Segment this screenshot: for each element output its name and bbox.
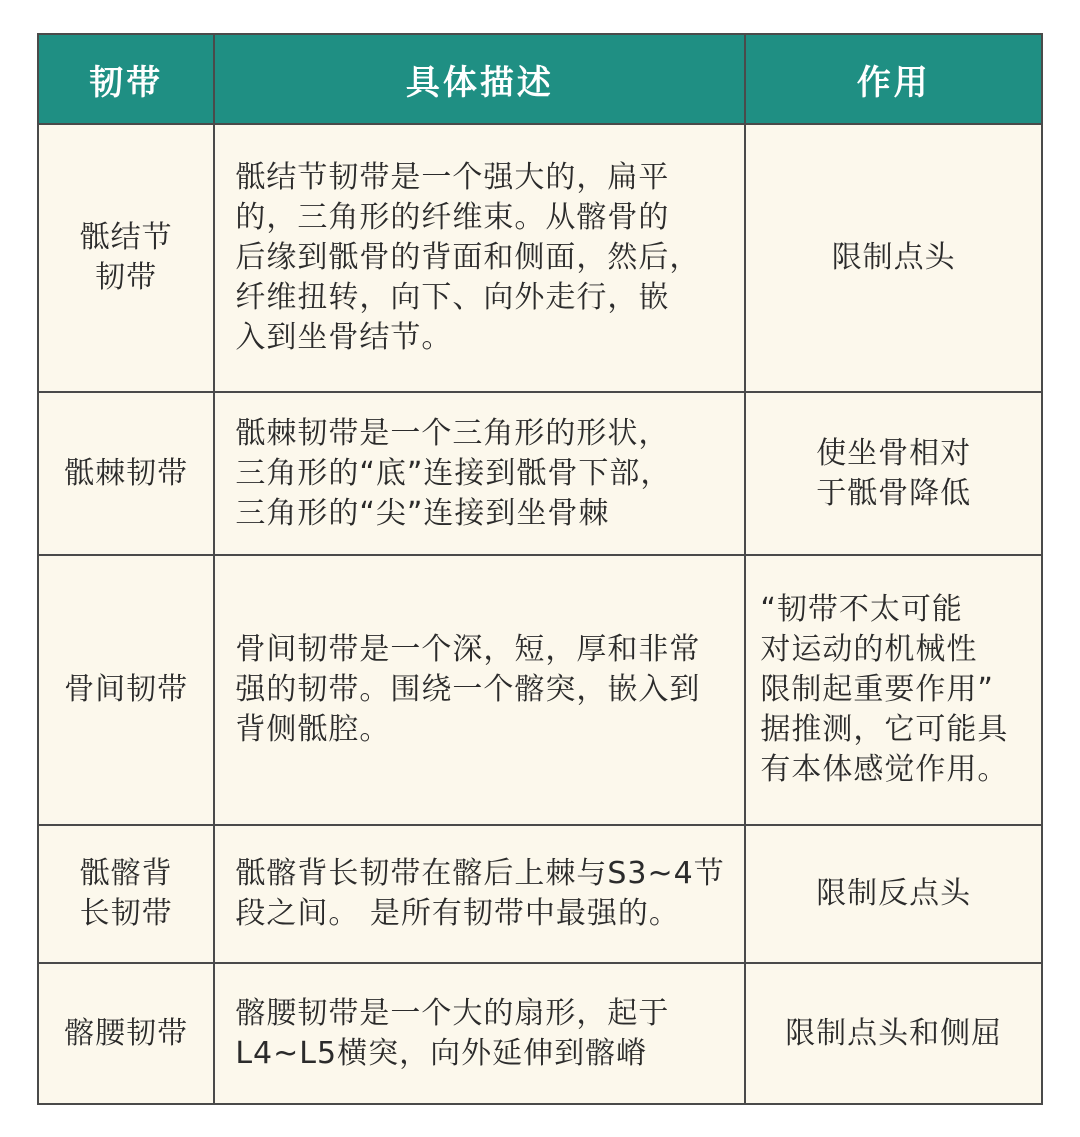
table-row <box>38 963 1042 1104</box>
function-text: 限制反点头 <box>816 876 972 911</box>
table-row <box>38 124 1042 392</box>
ligament-name-cell <box>38 392 214 555</box>
description-cell <box>214 124 745 392</box>
table-header <box>38 34 1042 124</box>
header-description: 具体描述 <box>214 34 745 124</box>
description-text: 骶结节韧带是一个强大的，扁平 的，三角形的纤维束。从髂骨的 后缘到骶骨的背面和侧面，然后， 纤维扭转，向下、向外走行，嵌 入到坐骨结节。 <box>235 160 701 355</box>
description-cell <box>214 392 745 555</box>
description-text: 髂腰韧带是一个大的扇形，起于 L4~L5横突，向外延伸到髂嵴 <box>235 995 670 1071</box>
description-cell <box>214 825 745 963</box>
ligament-name-cell <box>38 555 214 825</box>
description-cell <box>214 555 745 825</box>
ligament-table <box>37 33 1043 1105</box>
ligament-name: 骶结节 韧带 <box>79 220 173 295</box>
function-cell <box>745 825 1042 963</box>
function-text: “韧带不太可能 对运动的机械性 限制起重要作用” 据推测，它可能具 有本体感觉作用。 <box>760 592 1009 787</box>
function-text: 限制点头 <box>831 240 956 275</box>
description-text: 骶棘韧带是一个三角形的形状， 三角形的“底”连接到骶骨下部， 三角形的“尖”连接到坐骨棘 <box>235 415 672 531</box>
description-cell <box>214 963 745 1104</box>
table-row <box>38 392 1042 555</box>
table-body <box>38 124 1042 1104</box>
ligament-name: 骶棘韧带 <box>64 455 189 491</box>
header-function: 作用 <box>745 34 1042 124</box>
table-row <box>38 555 1042 825</box>
ligament-name-cell <box>38 124 214 392</box>
description-text: 骶髂背长韧带在髂后上棘与S3~4节 段之间。 是所有韧带中最强的。 <box>235 856 725 931</box>
ligament-name: 骶髂背 长韧带 <box>79 856 173 931</box>
table-row <box>38 825 1042 963</box>
ligament-name-cell <box>38 963 214 1104</box>
header-ligament: 韧带 <box>38 34 214 124</box>
description-text: 骨间韧带是一个深，短，厚和非常 强的韧带。围绕一个髂突，嵌入到 背侧骶腔。 <box>235 632 701 747</box>
ligament-name-cell <box>38 825 214 963</box>
function-cell <box>745 392 1042 555</box>
function-cell <box>745 124 1042 392</box>
function-text: 使坐骨相对 于骶骨降低 <box>816 435 972 511</box>
ligament-name: 髂腰韧带 <box>64 1015 189 1051</box>
function-cell <box>745 963 1042 1104</box>
header-row <box>38 34 1042 124</box>
ligament-name: 骨间韧带 <box>64 672 189 707</box>
function-cell <box>745 555 1042 825</box>
function-text: 限制点头和侧屈 <box>785 1015 1003 1051</box>
